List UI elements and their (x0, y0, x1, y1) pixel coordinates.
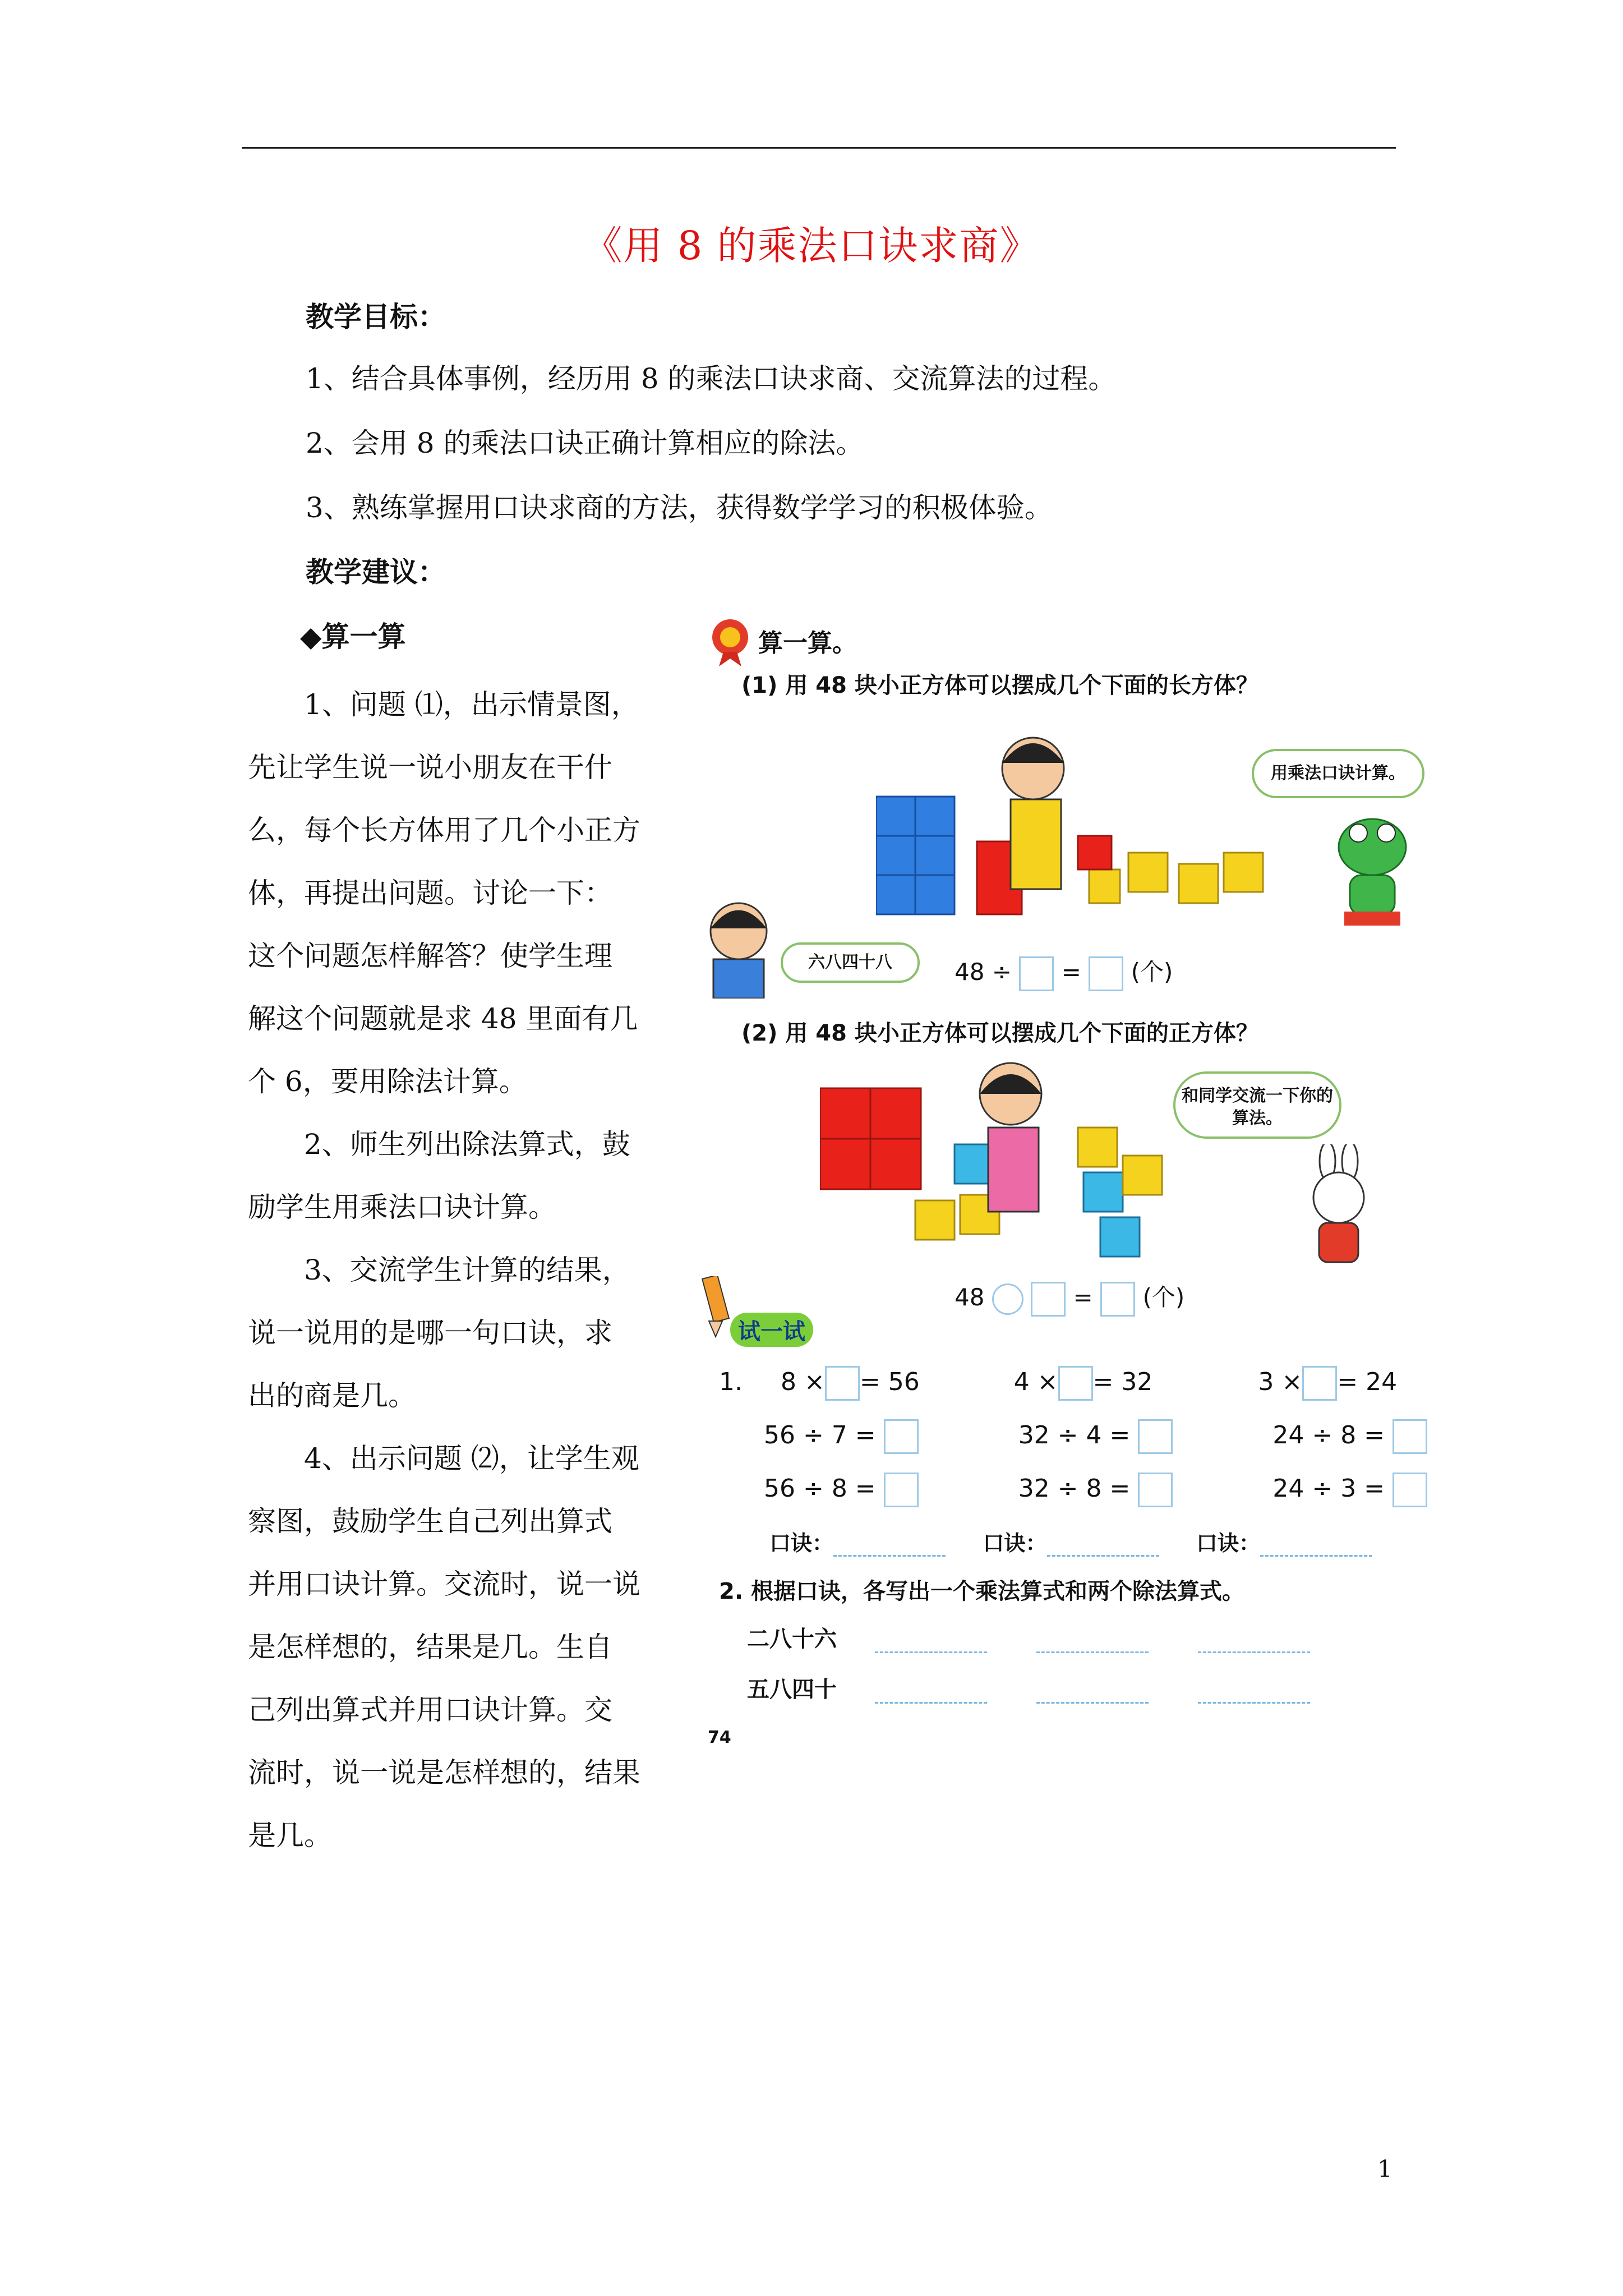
row1-result-3: = 24 (1337, 1368, 1398, 1396)
left-line: 体，再提出问题。讨论一下： (248, 877, 612, 909)
answer-box[interactable] (1302, 1366, 1337, 1401)
left-line: 么，每个长方体用了几个小正方 (248, 814, 640, 846)
koujue-label-3: 口诀： (1196, 1531, 1260, 1556)
textbook-figure (691, 606, 1431, 1756)
left-line: 3、交流学生计算的结果， (248, 1254, 630, 1286)
koujue-blank[interactable] (1047, 1533, 1159, 1557)
left-line: 流时，说一说是怎样想的，结果 (248, 1756, 640, 1789)
left-line: 出的商是几。 (248, 1379, 416, 1412)
page-number: 1 (1377, 2155, 1393, 2183)
row1-expr-2: 4 × (1013, 1368, 1058, 1396)
eq1-unit: (个) (1131, 958, 1173, 986)
row3-expr-3: 24 ÷ 3 = (1272, 1474, 1385, 1503)
figure-header: 算一算。 (758, 629, 857, 657)
textbook-page-number: 74 (708, 1728, 731, 1747)
question-2: (2) 用 48 块小正方体可以摆成几个下面的正方体？ (741, 1020, 1258, 1046)
answer-blank[interactable] (1036, 1680, 1149, 1704)
answer-blank[interactable] (1036, 1629, 1149, 1653)
boy-bubble: 六八四十八 (781, 942, 920, 983)
left-line: 并用口诀计算。交流时，说一说 (248, 1568, 640, 1600)
goal-1: 1、结合具体事例，经历用 8 的乘法口诀求商、交流算法的过程。 (306, 362, 1117, 395)
answer-box[interactable] (1089, 956, 1123, 991)
left-line: 己列出算式并用口诀计算。交 (248, 1694, 612, 1726)
header-rule (242, 147, 1396, 149)
rhyme-row-1 (747, 1621, 1310, 1653)
exercise-row-2 (764, 1419, 1427, 1454)
eq2-unit: (个) (1142, 1283, 1185, 1311)
left-line: 是几。 (248, 1819, 332, 1852)
exercise-row-3 (764, 1473, 1427, 1507)
eq2-equals: = (1073, 1283, 1093, 1311)
exercise-2: 2. 根据口诀，各写出一个乘法算式和两个除法算式。 (719, 1579, 1244, 1604)
row3-expr-2: 32 ÷ 8 = (1018, 1474, 1131, 1503)
answer-box[interactable] (1100, 1282, 1135, 1317)
row1-result-2: = 32 (1092, 1368, 1153, 1396)
answer-box[interactable] (1019, 956, 1054, 991)
row3-expr-1: 56 ÷ 8 = (764, 1474, 876, 1503)
answer-box[interactable] (1031, 1282, 1066, 1317)
goals-heading: 教学目标： (306, 300, 446, 333)
koujue-label-2: 口诀： (983, 1531, 1047, 1556)
try-label: 试一试 (730, 1313, 813, 1347)
frog-icon (1330, 808, 1414, 931)
left-line: 是怎样想的，结果是几。生自 (248, 1631, 612, 1663)
answer-blank[interactable] (875, 1680, 987, 1704)
row2-expr-1: 56 ÷ 7 = (764, 1421, 876, 1450)
medal-icon (708, 617, 753, 668)
section-heading: ◆算一算 (300, 620, 406, 653)
left-line: 说一说用的是哪一句口诀，求 (248, 1317, 612, 1349)
eq1-equals: = (1061, 958, 1081, 986)
koujue-blank[interactable] (833, 1533, 946, 1557)
eq1-left: 48 ÷ (955, 958, 1012, 986)
answer-blank[interactable] (1198, 1680, 1310, 1704)
left-line: 解这个问题就是求 48 里面有几 (248, 1002, 638, 1035)
rhyme-row-2 (747, 1672, 1310, 1704)
ex1-number: 1. (719, 1368, 743, 1396)
operator-circle[interactable] (992, 1283, 1023, 1315)
exercise-row-1 (719, 1366, 1397, 1401)
row2-expr-2: 32 ÷ 4 = (1018, 1421, 1131, 1450)
boy-icon (702, 898, 775, 999)
left-line: 察图，鼓励学生自己列出算式 (248, 1505, 612, 1538)
goal-3: 3、熟练掌握用口诀求商的方法，获得数学学习的积极体验。 (306, 491, 1053, 524)
goal-2: 2、会用 8 的乘法口诀正确计算相应的除法。 (306, 427, 864, 459)
left-column-text (248, 673, 652, 1867)
cubes-scene-1 (876, 701, 1280, 937)
row1-expr-1: 8 × (780, 1368, 825, 1396)
answer-box[interactable] (884, 1473, 919, 1507)
left-line: 4、出示问题 ⑵，让学生观 (248, 1442, 639, 1475)
left-line: 这个问题怎样解答？使学生理 (248, 940, 612, 972)
answer-box[interactable] (1138, 1473, 1173, 1507)
row2-expr-3: 24 ÷ 8 = (1272, 1421, 1385, 1450)
row1-result-1: = 56 (859, 1368, 920, 1396)
answer-box[interactable] (1393, 1473, 1427, 1507)
left-line: 先让学生说一说小朋友在干什 (248, 751, 612, 784)
answer-box[interactable] (1393, 1419, 1427, 1454)
left-line: 个 6，要用除法计算。 (248, 1065, 527, 1098)
suggest-heading: 教学建议： (306, 555, 446, 588)
koujue-label-1: 口诀： (769, 1531, 834, 1556)
rhyme-1: 二八十六 (747, 1626, 837, 1652)
answer-box[interactable] (1138, 1419, 1173, 1454)
answer-box[interactable] (825, 1366, 860, 1401)
equation-1 (955, 954, 1173, 991)
row1-expr-3: 3 × (1258, 1368, 1303, 1396)
koujue-row (769, 1526, 1372, 1557)
left-line: 1、问题 ⑴，出示情景图， (248, 688, 639, 721)
rhyme-2: 五八四十 (747, 1677, 837, 1703)
page-title: 《用 8 的乘法口诀求商》 (583, 223, 1040, 269)
question-1: (1) 用 48 块小正方体可以摆成几个下面的长方体？ (741, 673, 1258, 698)
frog-bubble: 用乘法口诀计算。 (1252, 749, 1424, 798)
equation-2 (955, 1279, 1184, 1317)
rabbit-icon (1297, 1144, 1381, 1273)
eq2-left: 48 (955, 1283, 985, 1311)
koujue-blank[interactable] (1260, 1533, 1372, 1557)
answer-blank[interactable] (1198, 1629, 1310, 1653)
answer-box[interactable] (1058, 1366, 1093, 1401)
left-line: 励学生用乘法口诀计算。 (248, 1191, 556, 1223)
answer-blank[interactable] (875, 1629, 987, 1653)
answer-box[interactable] (884, 1419, 919, 1454)
rabbit-bubble: 和同学交流一下你的算法。 (1173, 1071, 1341, 1139)
blue-cuboid (876, 797, 955, 914)
cubes-scene-2 (820, 1055, 1179, 1262)
left-line: 2、师生列出除法算式，鼓 (248, 1128, 630, 1161)
